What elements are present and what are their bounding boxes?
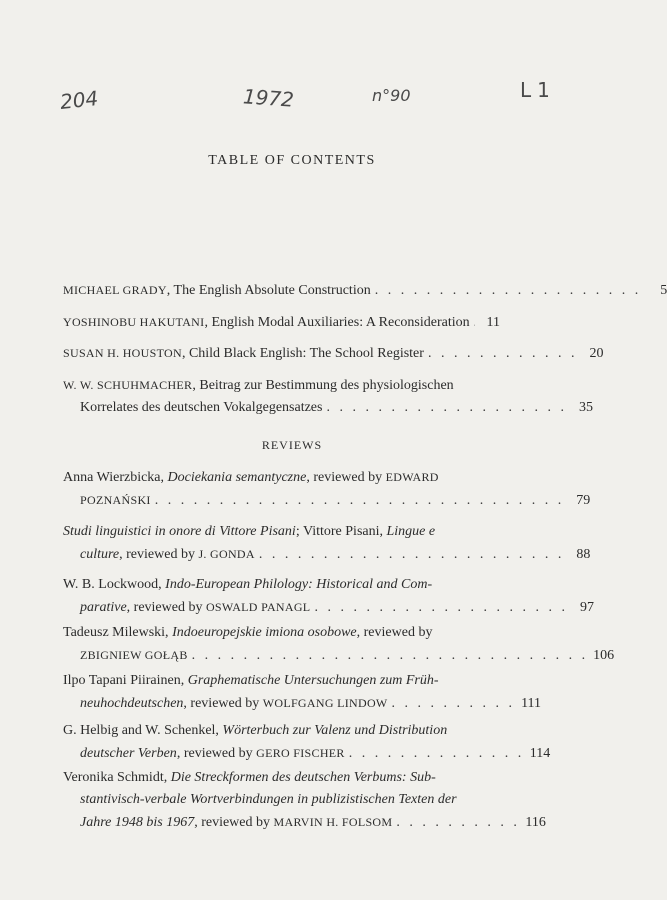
review-title: Graphematische Untersuchungen zum Früh- <box>187 673 439 688</box>
dot-leader: . . . . . . . . . . . . . . <box>348 746 525 761</box>
review-title: Jahre 1948 bis 1967 <box>80 815 195 830</box>
handwritten-note-code: L1 <box>520 78 556 102</box>
review-author: Tadeusz Milewski, <box>63 625 169 640</box>
entry-author: YOSHINOBU HAKUTANI <box>63 315 205 329</box>
toc-entry-review <box>63 767 546 834</box>
entry-page: 20 <box>589 346 604 361</box>
dot-leader: . . . . . . . . . . <box>391 696 516 711</box>
reviewer-name: EDWARD <box>385 470 439 484</box>
entry-title: The English Absolute Construction <box>173 283 371 298</box>
reviewer-name: POZNAŃSKI <box>80 493 151 507</box>
reviewer-name: MARVIN H. FOLSOM <box>273 815 393 829</box>
dot-leader: . . . . . . . . . . . . . . . . . . . . <box>314 600 568 615</box>
entry-page: 97 <box>579 600 594 615</box>
toc-entry-review <box>63 466 591 512</box>
review-title: Lingue e <box>386 524 436 539</box>
review-text: , reviewed by <box>306 470 383 485</box>
toc-entry-review <box>63 574 594 619</box>
reviewer-name: OSWALD PANAGL <box>205 600 311 614</box>
dot-leader: . . . . . . . . . . . . <box>427 346 578 361</box>
review-author: Ilpo Tapani Piirainen, <box>63 673 185 688</box>
entry-page: 5 <box>660 283 667 298</box>
dot-leader: . . . . . . . . . . . . . . . . . . . . . . . . <box>258 547 565 562</box>
handwritten-note-number: 204 <box>58 86 100 114</box>
toc-entry-article: SUSAN H. HOUSTON, Child Black English: The School Register . . . . . . . . . . . . 20 <box>63 342 500 365</box>
entry-title: Beitrag zur Bestimmung des physiologischen <box>199 378 454 393</box>
dot-leader: . . . . . . . . . . . . . . . . . . . <box>326 400 567 415</box>
review-title: neuhochdeutschen <box>80 696 184 711</box>
dot-leader: . . . . . . . . . . . . . . . . . . . . . <box>374 283 642 298</box>
toc-entry-review <box>63 670 542 715</box>
reviewer-name: WOLFGANG LINDOW <box>262 696 388 710</box>
review-text: , reviewed by <box>176 746 253 761</box>
reviewer-name: J. GONDA <box>198 547 255 561</box>
review-author: ; Vittore Pisani, <box>295 524 383 539</box>
review-text: , reviewed by <box>356 625 433 640</box>
dot-leader: . . . . . . . . . . . . . . . . . . . . . . . . . . . . . . . <box>191 648 589 663</box>
entry-page: 114 <box>529 746 551 761</box>
entry-page: 111 <box>521 696 542 711</box>
review-author: G. Helbig and W. Schenkel, <box>63 723 219 738</box>
toc-entry-review <box>63 720 551 765</box>
review-title: stantivisch-verbale Wortverbindungen in publizistischen Texten der <box>80 792 457 807</box>
toc-entry-article: W. W. SCHUHMACHER, Beitrag zur Bestimmung des physiologischen Korrelates des deutschen Vokalgegensatzes . . . . . . . . . . . . . . . . . . . 35 <box>63 374 500 419</box>
entry-title: English Modal Auxiliaries: A Reconsideration <box>211 315 470 330</box>
toc-entry-article: YOSHINOBU HAKUTANI, English Modal Auxiliaries: A Reconsideration 11 <box>63 311 500 334</box>
toc-entry-review <box>63 521 591 566</box>
review-text: , reviewed by <box>126 600 203 615</box>
section-heading-reviews: REVIEWS <box>261 438 323 452</box>
page-title: TABLE OF CONTENTS <box>208 153 376 168</box>
entry-page: 35 <box>578 400 593 415</box>
toc-entry-review <box>63 622 615 667</box>
review-text: , reviewed by <box>194 815 271 830</box>
entry-author: MICHAEL GRADY <box>63 283 167 297</box>
entry-title: Child Black English: The School Register <box>188 346 424 361</box>
entry-page: 116 <box>525 815 546 830</box>
dot-leader: . . . . . . . . . . . . . . . . . . . . . . . . . . . . . . . . <box>154 493 565 508</box>
review-title: Indo-European Philology: Historical and Com- <box>165 577 433 592</box>
handwritten-note-issue: n°90 <box>372 86 411 105</box>
review-title: Studi linguistici in onore di Vittore Pisani <box>63 524 296 539</box>
handwritten-note-year: 1972 <box>242 84 295 112</box>
entry-author: W. W. SCHUHMACHER <box>63 378 193 392</box>
review-text: , reviewed by <box>119 547 195 562</box>
reviewer-name: GERO FISCHER <box>256 746 345 760</box>
review-title: culture <box>80 547 120 562</box>
entry-page: 11 <box>486 315 500 330</box>
entry-author: SUSAN H. HOUSTON <box>63 346 182 360</box>
dot-leader: . . . . . . . . . . <box>396 815 520 830</box>
review-author: Veronika Schmidt, <box>63 770 168 785</box>
review-title: Die Streckformen des deutschen Verbums: Sub- <box>170 770 436 785</box>
review-text: , reviewed by <box>183 696 260 711</box>
toc-entry-article: MICHAEL GRADY, The English Absolute Construction . . . . . . . . . . . . . . . . . . . . . 5 <box>63 279 500 302</box>
entry-page: 88 <box>576 547 591 562</box>
review-title: Indoeuropejskie imiona osobowe <box>172 625 357 640</box>
review-title: deutscher Verben <box>80 746 177 761</box>
entry-title: Korrelates des deutschen Vokalgegensatzes <box>80 400 323 415</box>
review-title: parative <box>80 600 127 615</box>
review-title: Wörterbuch zur Valenz und Distribution <box>222 723 448 738</box>
review-title: Dociekania semantyczne <box>167 470 307 485</box>
reviewer-name: ZBIGNIEW GOŁĄB <box>80 648 188 662</box>
review-author: W. B. Lockwood, <box>63 577 162 592</box>
entry-page: 106 <box>593 648 615 663</box>
entry-page: 79 <box>576 493 591 508</box>
review-author: Anna Wierzbicka, <box>63 470 165 485</box>
